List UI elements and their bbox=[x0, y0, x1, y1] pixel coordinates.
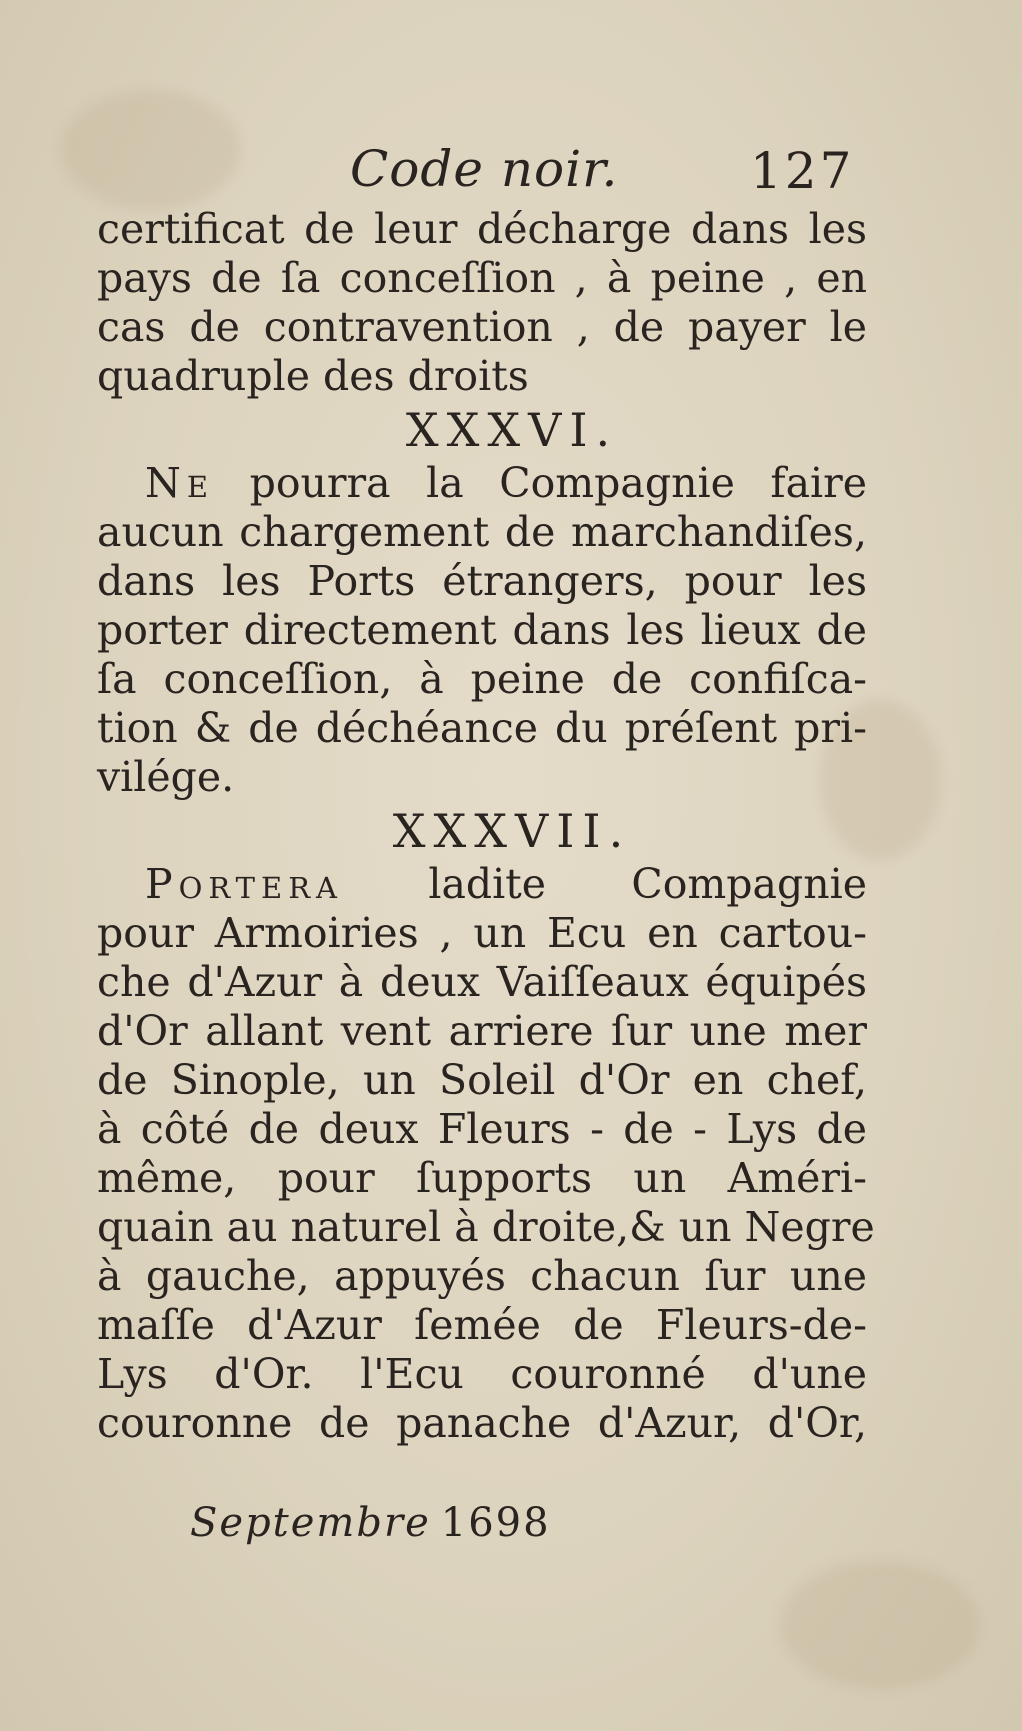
page-header bbox=[0, 140, 1022, 210]
text-line: quain au naturel à droite,& un Negre bbox=[97, 1203, 875, 1251]
text-line-rest: pourra la Compagnie faire bbox=[249, 459, 867, 507]
text-line bbox=[97, 459, 867, 508]
page-number: 127 bbox=[750, 142, 855, 200]
text-line: pays de ſa conceſſion , à peine , en bbox=[97, 254, 867, 302]
text-line: certificat de leur décharge dans les bbox=[97, 205, 867, 253]
signature-line bbox=[190, 1500, 551, 1546]
text-line: porter directement dans les lieux de bbox=[97, 606, 867, 654]
text-line: même, pour ſupports un Améri- bbox=[97, 1154, 867, 1202]
text-line: cas de contravention , de payer le bbox=[97, 303, 867, 351]
text-line: tion & de déchéance du préſent pri- bbox=[97, 704, 867, 752]
article-36 bbox=[97, 401, 867, 802]
text-line: à côté de deux Fleurs - de - Lys de bbox=[97, 1105, 867, 1153]
text-line: pour Armoiries , un Ecu en cartou- bbox=[97, 909, 867, 957]
article-number: XXXVI. bbox=[405, 403, 619, 457]
paper-stain bbox=[780, 1560, 980, 1690]
signature-year: 1698 bbox=[440, 1500, 551, 1546]
text-line: d'Or allant vent arriere ſur une mer bbox=[97, 1007, 867, 1055]
article-lead-word: Portera bbox=[145, 860, 343, 908]
text-line: Lys d'Or. l'Ecu couronné d'une bbox=[97, 1350, 867, 1398]
text-line: ſa conceſſion, à peine de confiſca- bbox=[97, 655, 867, 703]
text-line: aucun chargement de marchandiſes, bbox=[97, 508, 867, 556]
text-line bbox=[97, 860, 867, 909]
text-line: dans les Ports étrangers, pour les bbox=[97, 557, 867, 605]
article-number: XXXVII. bbox=[392, 804, 632, 858]
text-line: maſſe d'Azur ſemée de Fleurs-de- bbox=[97, 1301, 867, 1349]
text-line: che d'Azur à deux Vaiſſeaux équipés bbox=[97, 958, 867, 1006]
text-line: couronne de panache d'Azur, d'Or, bbox=[97, 1399, 867, 1447]
text-line: vilége. bbox=[97, 753, 235, 801]
signature-month: Septembre bbox=[190, 1500, 431, 1546]
running-title: Code noir. bbox=[350, 140, 619, 198]
text-line: de Sinople, un Soleil d'Or en chef, bbox=[97, 1056, 867, 1104]
text-line: à gauche, appuyés chacun ſur une bbox=[97, 1252, 867, 1300]
text-line-rest: ladite Compagnie bbox=[428, 860, 867, 908]
paragraph-continuation bbox=[97, 205, 867, 401]
article-37 bbox=[97, 802, 875, 1448]
body-text bbox=[97, 205, 875, 1448]
article-lead-word: Ne bbox=[145, 459, 215, 507]
text-line: quadruple des droits bbox=[97, 352, 529, 400]
